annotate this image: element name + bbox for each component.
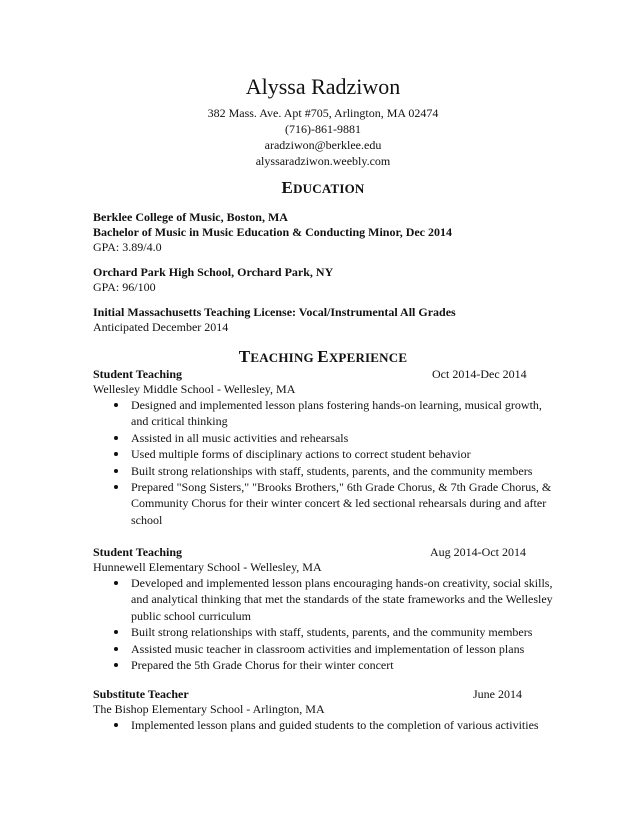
list-item [93, 463, 553, 479]
bullet-icon [114, 436, 118, 440]
bullet-icon [114, 663, 118, 667]
list-item [93, 479, 553, 528]
berklee-gpa: GPA: 3.89/4.0 [93, 240, 162, 254]
job-place: The Bishop Elementary School - Arlington, MA [93, 702, 325, 716]
berklee-school: Berklee College of Music, Boston, MA [93, 210, 288, 224]
bullet-icon [114, 403, 118, 407]
bullet-text: Assisted music teacher in classroom activities and implementation of lesson plans [131, 641, 525, 656]
license-date: Anticipated December 2014 [93, 320, 229, 334]
list-item [93, 717, 553, 733]
job-dates: Aug 2014-Oct 2014 [430, 545, 526, 559]
education-heading-initial: E [281, 178, 294, 197]
job-place: Hunnewell Elementary School - Wellesley, MA [93, 560, 322, 574]
bullet-icon [114, 723, 118, 727]
bullet-text: Prepared the 5th Grade Chorus for their winter concert [131, 658, 394, 673]
orchard-gpa: GPA: 96/100 [93, 280, 156, 294]
bullet-text: Implemented lesson plans and guided students to the completion of various activities [131, 718, 539, 732]
job-bullet-list [93, 717, 553, 733]
berklee-degree: Bachelor of Music in Music Education & Conducting Minor, Dec 2014 [93, 225, 453, 239]
job-bullet-list [93, 397, 553, 528]
list-item [93, 624, 553, 640]
experience-heading-initial-t: T [238, 347, 251, 366]
list-item [93, 446, 553, 462]
list-item [93, 397, 553, 430]
resume-name: Alyssa Radziwon [245, 74, 401, 99]
job-place: Wellesley Middle School - Wellesley, MA [93, 382, 296, 396]
bullet-text: Prepared "Song Sisters," "Brooks Brothers," 6th Grade Chorus, & 7th Grade Chorus, & Community Chorus for their winter concert & led sectional rehearsals during and after school [131, 480, 552, 527]
list-item [93, 575, 553, 624]
list-item [93, 430, 553, 446]
bullet-icon [114, 452, 118, 456]
education-heading-rest: DUCATION [293, 181, 365, 196]
bullet-icon [114, 485, 118, 489]
bullet-icon [114, 469, 118, 473]
bullet-icon [114, 647, 118, 651]
bullet-text: Developed and implemented lesson plans encouraging hands-on creativity, social skills, and analytical thinking that met the standards of the state frameworks and the Wellesley public school curriculum [131, 576, 553, 623]
education-heading [93, 178, 553, 199]
phone: (716)-861-9881 [285, 122, 361, 136]
license-title: Initial Massachusetts Teaching License: Vocal/Instrumental All Grades [93, 305, 456, 319]
job-bullet-list [93, 575, 553, 673]
website: alyssaradziwon.weebly.com [255, 154, 391, 168]
bullet-text: Built strong relationships with staff, students, parents, and the community members [131, 625, 533, 640]
list-item [93, 641, 553, 657]
bullet-text: Designed and implemented lesson plans fostering hands-on learning, musical growth, and critical thinking [131, 398, 542, 429]
experience-heading-initial-e: E [317, 347, 329, 366]
bullet-text: Assisted in all music activities and rehearsals [131, 430, 349, 445]
experience-heading-xperience: XPERIENCE [328, 350, 408, 365]
email: aradziwon@berklee.edu [264, 138, 382, 152]
experience-heading-eaching: EACHING [250, 350, 318, 365]
job-title: Substitute Teacher [93, 687, 189, 701]
job-dates: June 2014 [473, 687, 522, 701]
address: 382 Mass. Ave. Apt #705, Arlington, MA 02474 [207, 106, 439, 120]
bullet-text: Built strong relationships with staff, students, parents, and the community members [131, 463, 533, 478]
list-item [93, 657, 553, 673]
job-title: Student Teaching [93, 367, 183, 381]
bullet-icon [114, 630, 118, 634]
job-title: Student Teaching [93, 545, 183, 559]
job-dates: Oct 2014-Dec 2014 [432, 367, 527, 381]
experience-heading [93, 347, 553, 368]
bullet-icon [114, 581, 118, 585]
bullet-text: Used multiple forms of disciplinary actions to correct student behavior [131, 447, 471, 462]
orchard-school: Orchard Park High School, Orchard Park, NY [93, 265, 334, 279]
